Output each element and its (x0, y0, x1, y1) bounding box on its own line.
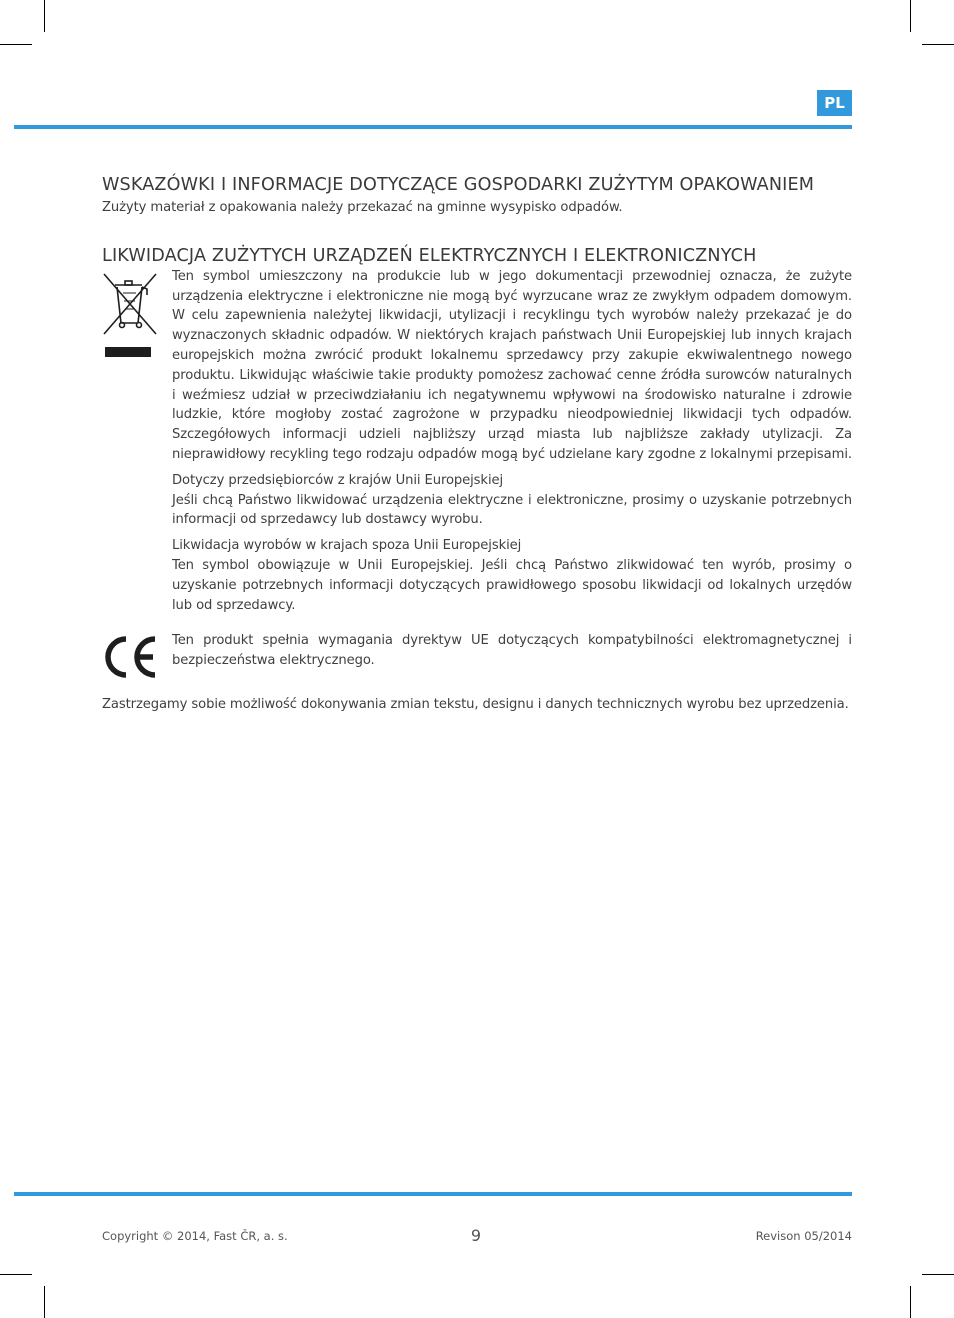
weee-underline-bar (105, 347, 151, 357)
disclaimer-text: Zastrzegamy sobie możliwość dokonywania zmian tekstu, designu i danych technicznych wyrobu bez uprzedzenia. (102, 697, 849, 713)
footer-rule (14, 1192, 852, 1196)
ce-mark-icon (102, 635, 160, 679)
page-number: 9 (470, 1226, 482, 1245)
packaging-section-text: Zużyty materiał z opakowania należy przekazać na gminne wysypisko odpadów. (102, 200, 623, 215)
weee-eu-text: Jeśli chcą Państwo likwidować urządzenia elektryczne i elektroniczne, prosimy o uzyskanie potrzebnych informacji od sprzedawcy lub dostawcy wyrobu. (172, 492, 852, 528)
ce-text: Ten produkt spełnia wymagania dyrektyw UE dotyczących kompatybilności elektromagnetycznej i bezpieczeństwa elektrycznego. (172, 633, 852, 669)
crop-mark (44, 1286, 45, 1318)
crop-mark (922, 44, 954, 45)
weee-noneu-text: Ten symbol obowiązuje w Unii Europejskiej. Jeśli chcą Państwo zlikwidować ten wyrób, prosimy o uzyskanie potrzebnych informacji dotyczących prawidłowego sposobu likwidacji od lokalnych urzędów lub od sprzedawcy. (172, 557, 852, 613)
crop-mark (0, 1274, 32, 1275)
weee-section-title: LIKWIDACJA ZUŻYTYCH URZĄDZEŃ ELEKTRYCZNYCH I ELEKTRONICZNYCH (102, 245, 757, 266)
weee-main-paragraph: Ten symbol umieszczony na produkcie lub w jego dokumentacji przewodniej oznacza, że zużyte urządzenia elektryczne i elektroniczne nie mogą być wyrzucane wraz ze zwykłym odpadem domowym. W celu zapewnienia należytej likwidacji, utylizacji i recyklingu tych wyrobów należy przekazać je do wyznaczonych składnic odpadów. W niektórych krajach państwach Unii Europejskiej lub innych krajach europejskich można zwrócić produkt lokalnemu sprzedawcy przy zakupie ekwiwalentnego nowego produktu. Likwidując właściwie takie produkty pomożesz zachować cenne źródła surowców naturalnych i weźmiesz udział w przeciwdziałaniu ich negatywnemu wpływowi na środowisko naturalne i zdrowie ludzkie, które mogłoby zostać zagrożone w przypadku nieodpowiedniej likwidacji tych odpadów. Szczegółowych informacji udzieli najbliższy urząd miasta lub najbliższe zakłady utylizacji. Za nieprawidłowy recykling tego rodzaju odpadów mogą być udzielane kary zgodne z lokalnymi przepisami. (172, 268, 852, 462)
ce-section (102, 631, 852, 679)
crop-mark (44, 0, 45, 32)
weee-section-body (102, 267, 852, 616)
crop-mark (0, 44, 32, 45)
footer-copyright: Copyright © 2014, Fast ČR, a. s. (102, 1229, 288, 1243)
crop-mark (910, 0, 911, 32)
weee-eu-heading: Dotyczy przedsiębiorców z krajów Unii Europejskiej (172, 472, 504, 488)
packaging-section-title: WSKAZÓWKI I INFORMACJE DOTYCZĄCE GOSPODARKI ZUŻYTYM OPAKOWANIEM (102, 175, 815, 195)
language-badge: PL (817, 90, 852, 116)
page-content (102, 174, 852, 715)
crop-mark (922, 1274, 954, 1275)
footer-revision: Revison 05/2014 (755, 1229, 852, 1243)
crossed-out-wheelie-bin-icon (102, 271, 158, 335)
weee-noneu-heading: Likwidacja wyrobów w krajach spoza Unii Europejskiej (172, 538, 522, 554)
crop-mark (910, 1286, 911, 1318)
header-rule (14, 125, 852, 129)
